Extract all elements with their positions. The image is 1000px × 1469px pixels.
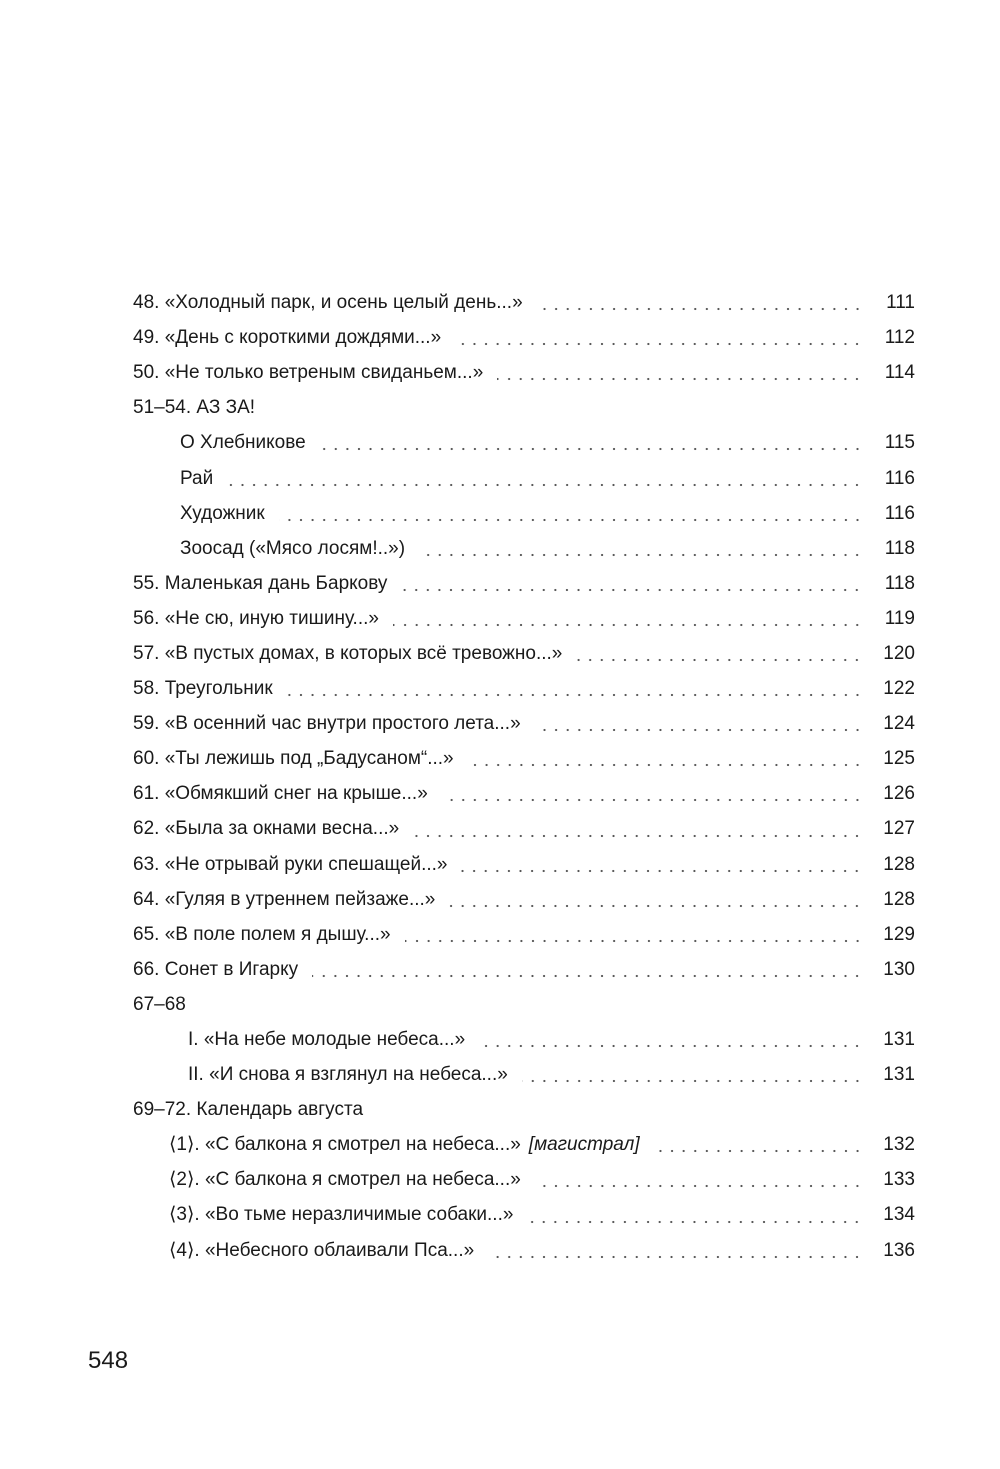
toc-entry — [133, 706, 915, 741]
dot-leader — [537, 307, 863, 311]
toc-entry — [133, 882, 915, 917]
toc-subentry — [133, 531, 915, 566]
dot-leader — [522, 1079, 863, 1083]
dot-leader — [320, 447, 863, 451]
toc-subentry — [133, 460, 915, 495]
entry-page: 128 — [883, 853, 915, 875]
dot-leader — [576, 658, 863, 662]
entry-page: 118 — [884, 572, 915, 594]
entry-title: 55. Маленькая дань Баркову — [133, 572, 388, 594]
entry-page: 134 — [883, 1204, 915, 1226]
entry-page: 131 — [883, 1029, 915, 1051]
entry-title: 61. «Обмякший снег на крыше...» — [133, 783, 428, 805]
toc-entry — [133, 847, 915, 882]
entry-page: 116 — [884, 467, 915, 489]
entry-page: 120 — [883, 642, 915, 664]
entry-page: 119 — [884, 607, 915, 629]
toc-subentry — [133, 425, 915, 460]
toc-subentry — [133, 1127, 915, 1162]
entry-title: 57. «В пустых домах, в которых всё тревожно...» — [133, 642, 563, 664]
dot-leader — [535, 728, 863, 732]
dot-leader — [468, 763, 863, 767]
dot-leader — [287, 693, 863, 697]
dot-leader — [419, 553, 863, 557]
entry-title: 49. «День с короткими дождями...» — [133, 327, 442, 349]
toc-entry — [133, 566, 915, 601]
table-of-contents — [133, 285, 915, 1268]
toc-entry — [133, 285, 915, 320]
toc-entry — [133, 952, 915, 987]
toc-subentry — [133, 1197, 915, 1232]
toc-section-heading — [133, 390, 915, 425]
entry-page: 116 — [884, 502, 915, 524]
toc-section-heading — [133, 1092, 915, 1127]
entry-page: 133 — [883, 1169, 915, 1191]
dot-leader — [455, 342, 863, 346]
page-number: 548 — [88, 1347, 129, 1374]
entry-page: 118 — [884, 537, 915, 559]
section-title: 67–68 — [133, 993, 186, 1015]
entry-title: О Хлебникове — [180, 432, 306, 454]
entry-page: 130 — [883, 958, 915, 980]
entry-title: ⟨4⟩. «Небесного облаивали Пса...» — [169, 1239, 475, 1261]
dot-leader — [401, 588, 863, 592]
entry-page: 127 — [883, 818, 915, 840]
toc-section-heading — [133, 987, 915, 1022]
entry-title: 59. «В осенний час внутри простого лета...» — [133, 713, 521, 735]
entry-page: 125 — [883, 748, 915, 770]
dot-leader — [654, 1149, 863, 1153]
entry-title: 63. «Не отрывай руки спешащей...» — [133, 853, 448, 875]
dot-leader — [279, 518, 863, 522]
dot-leader — [479, 1044, 863, 1048]
entry-page: 136 — [883, 1239, 915, 1261]
toc-entry — [133, 917, 915, 952]
dot-leader — [461, 869, 863, 873]
dot-leader — [535, 1184, 863, 1188]
dot-leader — [227, 483, 863, 487]
dot-leader — [413, 834, 863, 838]
entry-title: 66. Сонет в Игарку — [133, 958, 299, 980]
entry-title: 60. «Ты лежишь под „Бадусаном“...» — [133, 748, 454, 770]
dot-leader — [449, 904, 863, 908]
section-title: 51–54. АЗ ЗА! — [133, 397, 256, 419]
toc-entry — [133, 811, 915, 846]
entry-note: [магистрал] — [528, 1134, 640, 1156]
toc-subentry — [133, 496, 915, 531]
dot-leader — [442, 798, 863, 802]
entry-page: 126 — [883, 783, 915, 805]
entry-page: 132 — [883, 1134, 915, 1156]
entry-title: 65. «В поле полем я дышу...» — [133, 923, 391, 945]
entry-title: 56. «Не сю, иную тишину...» — [133, 607, 379, 629]
entry-page: 122 — [883, 678, 915, 700]
dot-leader — [527, 1220, 863, 1224]
dot-leader — [497, 377, 863, 381]
entry-title: Зоосад («Мясо лосям!..») — [180, 537, 406, 559]
entry-title: ⟨2⟩. «С балкона я смотрел на небеса...» — [169, 1169, 521, 1191]
toc-entry — [133, 320, 915, 355]
entry-page: 112 — [884, 327, 915, 349]
toc-subentry — [133, 1233, 915, 1268]
toc-subentry — [133, 1022, 915, 1057]
entry-title: 64. «Гуляя в утреннем пейзаже...» — [133, 888, 436, 910]
entry-title: Художник — [180, 502, 265, 524]
entry-title: 58. Треугольник — [133, 678, 273, 700]
entry-title: Рай — [180, 467, 214, 489]
entry-title: ⟨1⟩. «С балкона я смотрел на небеса...» [магистрал] — [169, 1134, 640, 1156]
entry-title: 62. «Была за окнами весна...» — [133, 818, 400, 840]
toc-entry — [133, 671, 915, 706]
dot-leader — [488, 1255, 863, 1259]
toc-subentry — [133, 1162, 915, 1197]
toc-entry — [133, 741, 915, 776]
toc-entry — [133, 636, 915, 671]
dot-leader — [393, 623, 863, 627]
entry-title: ⟨3⟩. «Во тьме неразличимые собаки...» — [169, 1204, 514, 1226]
dot-leader — [312, 974, 863, 978]
entry-page: 129 — [883, 923, 915, 945]
toc-entry — [133, 601, 915, 636]
entry-page: 128 — [883, 888, 915, 910]
entry-page: 131 — [883, 1064, 915, 1086]
entry-page: 114 — [884, 362, 915, 384]
entry-title: I. «На небе молодые небеса...» — [188, 1029, 466, 1051]
toc-entry — [133, 355, 915, 390]
dot-leader — [405, 939, 863, 943]
entry-title: 50. «Не только ветреным свиданьем...» — [133, 362, 484, 384]
entry-title: 48. «Холодный парк, и осень целый день...» — [133, 292, 523, 314]
section-title: 69–72. Календарь августа — [133, 1099, 364, 1121]
toc-subentry — [133, 1057, 915, 1092]
toc-entry — [133, 776, 915, 811]
entry-title: II. «И снова я взглянул на небеса...» — [188, 1064, 508, 1086]
entry-page: 115 — [884, 432, 915, 454]
entry-page: 111 — [886, 292, 915, 314]
entry-page: 124 — [883, 713, 915, 735]
